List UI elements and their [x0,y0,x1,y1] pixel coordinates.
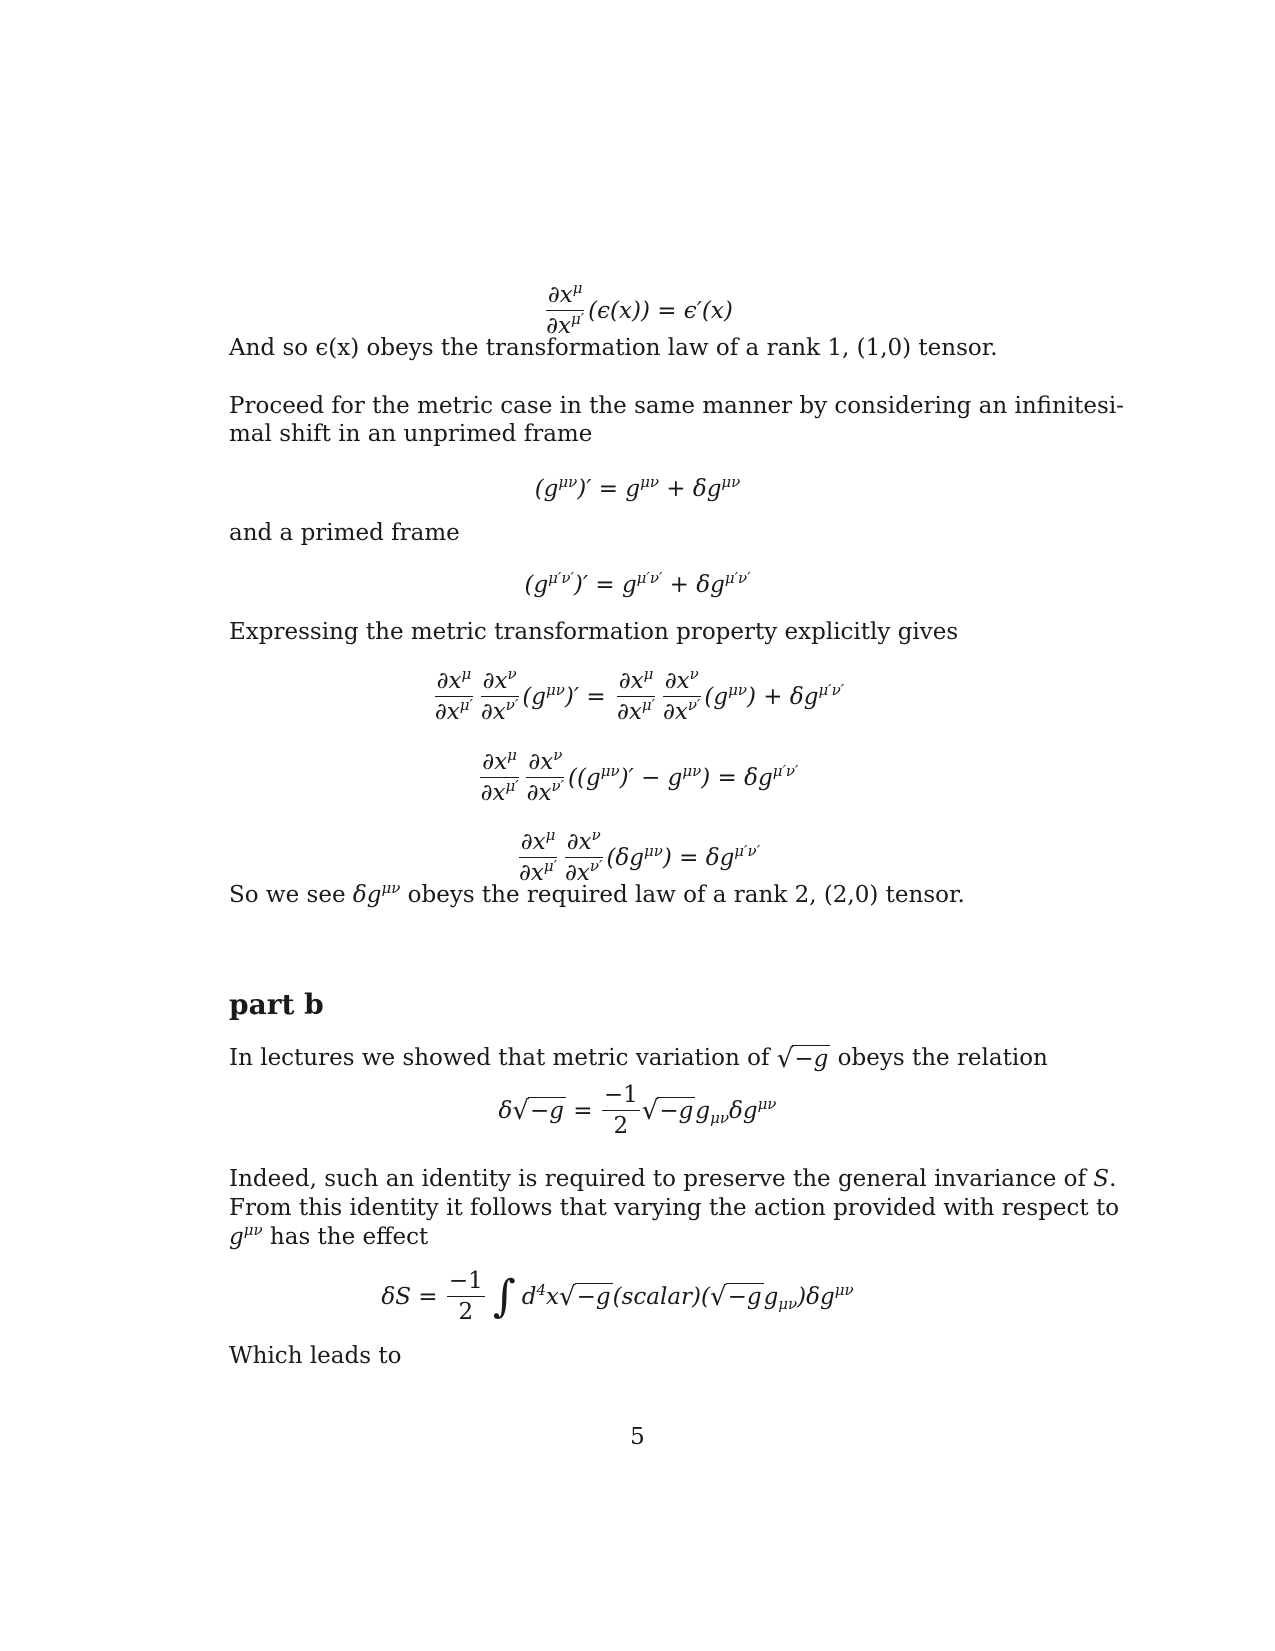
integral-sign: ∫ [492,1271,516,1322]
equation-1: $\frac{\partial x^\mu}{\partial x^{\mu'}}$ (ϵ(x)) = ϵ′(x) [546,279,733,339]
paragraph-expressing: Expressing the metric transformation property explicitly gives [229,619,959,645]
paragraph-rank2: So we see $\delta g^{\mu\nu}$ obeys the required law of a rank 2, (2,0) tensor. [229,879,965,908]
equation-4: $\frac{\partial x^\mu}{\partial x^{\mu'}}$ $\frac{\partial x^\nu}{\partial x^{\nu'}}$ $(g^{\mu\nu})'$ = $\frac{\partial x^\mu}{\partial x^{\mu'}}$ $\frac{\partial x^\nu}{\partial x^{\nu'}}$ $(g^{\mu\nu}) + \delta g^{\mu'\nu'}$ [434,665,845,725]
section-heading: part b [229,988,324,1021]
equation-3: $(g^{\mu'\nu'})' = g^{\mu'\nu'} + \delta g^{\mu'\nu'}$ [524,569,751,598]
paragraph-primed-frame: and a primed frame [229,520,460,546]
paragraph-which-leads: Which leads to [229,1343,402,1369]
paragraph-indeed-line2: From this identity it follows that varying the action provided with respect to [229,1195,1120,1221]
equation-8: δS = $\frac{-1}{2}$ ∫ $d^4x$ √ −g (scalar)( √ −g $g_{\mu\nu})\delta g^{\mu\nu}$ [381,1268,854,1325]
paragraph-indeed-line3: $g^{\mu\nu}$ has the effect [229,1221,429,1250]
equation-2: $(g^{\mu\nu})' = g^{\mu\nu} + \delta g^{\mu\nu}$ [534,473,741,502]
page-number: 5 [630,1424,645,1450]
equation-6: $\frac{\partial x^\mu}{\partial x^{\mu'}}$ $\frac{\partial x^\nu}{\partial x^{\nu'}}$ $(\delta g^{\mu\nu}) = \delta g^{\mu'\nu'}$ [519,826,760,886]
paragraph-metric-intro-line2: mal shift in an unprimed frame [229,421,593,447]
paragraph-metric-intro-line1: Proceed for the metric case in the same manner by considering an infinitesi- [229,393,1124,419]
paragraph-indeed-line1: Indeed, such an identity is required to preserve the general invariance of S. [229,1166,1117,1192]
paragraph-lectures: In lectures we showed that metric variation of √ −g obeys the relation [229,1044,1048,1074]
equation-7: δ √ −g = $\frac{-1}{2}$ √ −g $g_{\mu\nu}\delta g^{\mu\nu}$ [498,1082,777,1139]
fraction: $\frac{\partial x^\mu}{\partial x^{\mu'}}$ [546,279,585,339]
equation-5: $\frac{\partial x^\mu}{\partial x^{\mu'}}$ $\frac{\partial x^\nu}{\partial x^{\nu'}}$ $((g^{\mu\nu})' - g^{\mu\nu}) = \delta g^{\mu'\nu'}$ [480,746,799,806]
paragraph-rank1: And so ϵ(x) obeys the transformation law of a rank 1, (1,0) tensor. [229,335,998,361]
